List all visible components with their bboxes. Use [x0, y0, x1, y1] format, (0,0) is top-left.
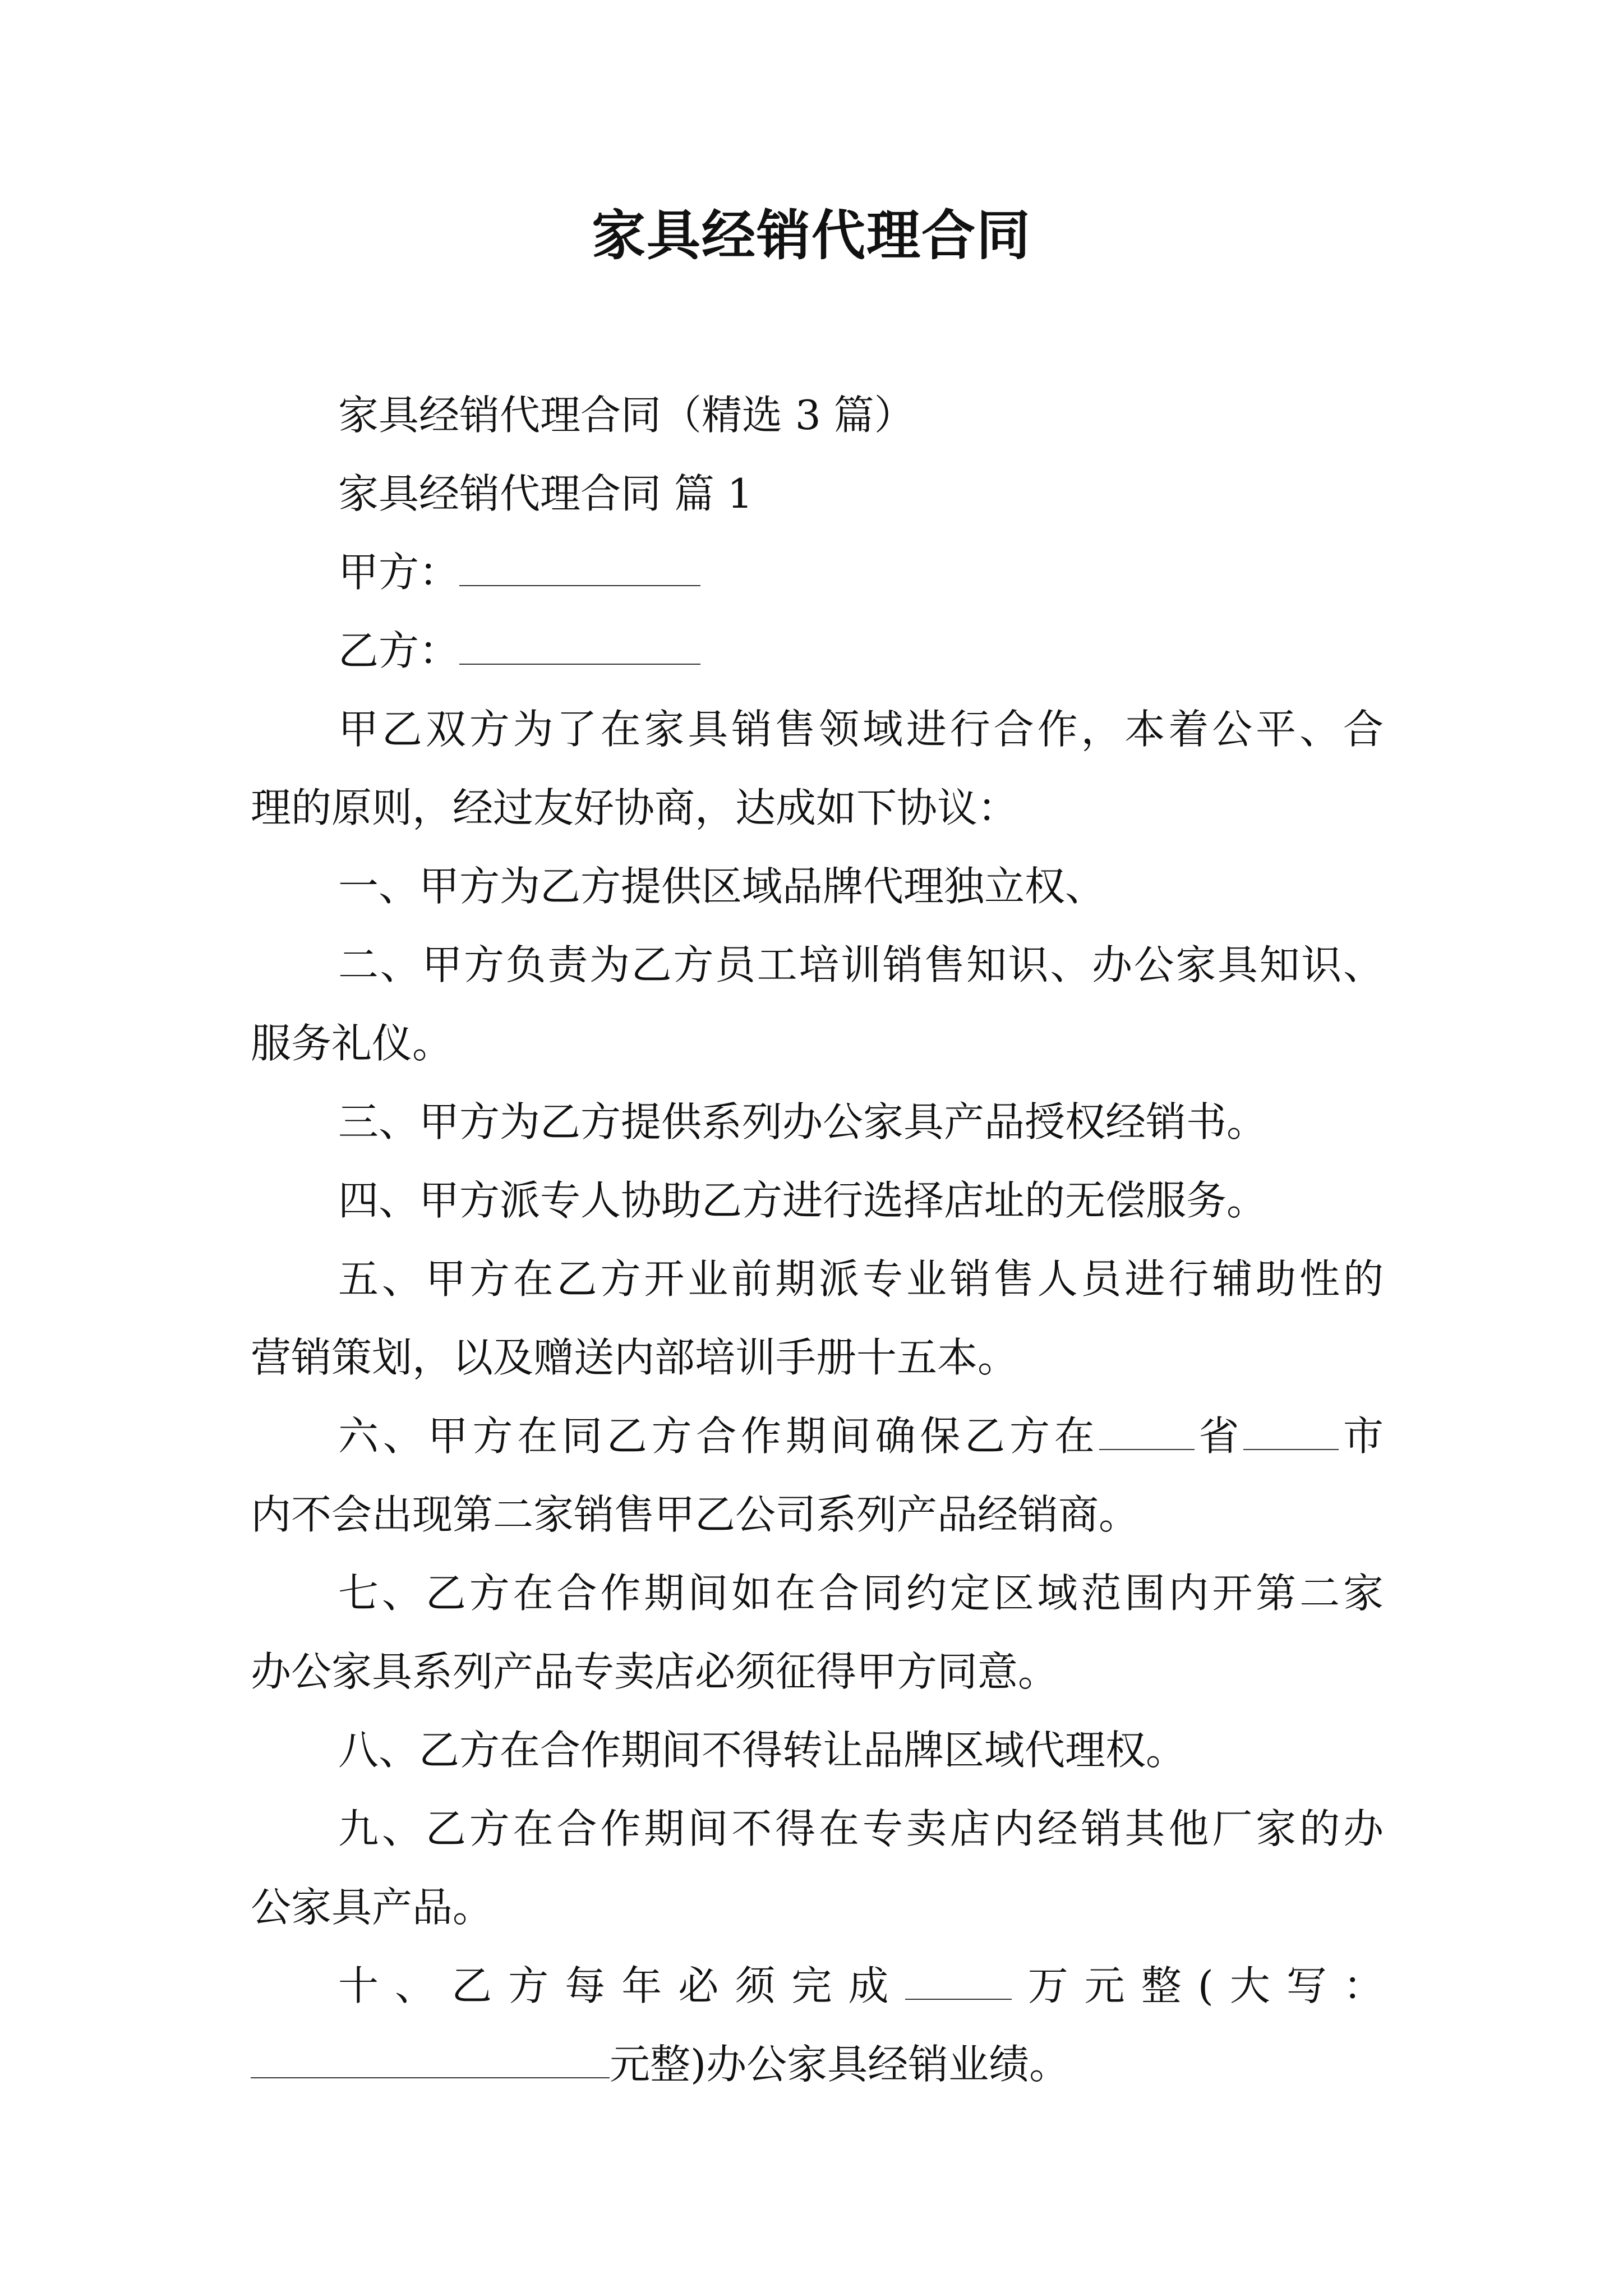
clause-2-line-1: 二、甲方负责为乙方员工培训销售知识、办公家具知识、: [338, 941, 1384, 988]
clause-3: 三、甲方为乙方提供系列办公家具产品授权经销书。: [338, 1098, 1267, 1145]
clause-2-line-2: 服务礼仪。: [251, 1020, 453, 1067]
city-blank: [1243, 1412, 1339, 1450]
clause-6-line-1: [251, 1397, 1384, 1475]
clause-7-line-2: 办公家具系列产品专卖店必须征得甲方同意。: [251, 1648, 1059, 1695]
clause-6-text-1: 六、甲方在同乙方合作期间确保乙方在: [338, 1412, 1099, 1460]
clause-5-line-1: 五、甲方在乙方开业前期派专业销售人员进行辅助性的: [338, 1255, 1384, 1303]
clause-10-text-2: 万元整(大写：: [1011, 1962, 1384, 2009]
clause-4: 四、甲方派专人协助乙方进行选择店址的无偿服务。: [338, 1177, 1267, 1224]
party-b-line: [251, 611, 1384, 690]
intro-line-2: 理的原则，经过友好协商，达成如下协议：: [251, 784, 1018, 831]
amount-blank: [905, 1962, 1012, 2000]
clause-10-text-3: 元整)办公家具经销业绩。: [610, 2041, 1070, 2088]
province-blank: [1099, 1412, 1195, 1450]
party-a-line: [251, 533, 1384, 611]
part-heading: 家具经销代理合同 篇 1: [338, 470, 753, 517]
party-b-blank: [459, 627, 700, 665]
clause-9-line-2: 公家具产品。: [251, 1884, 494, 1931]
clause-6-text-2: 省: [1194, 1412, 1244, 1460]
clause-10-line-1: [251, 1947, 1384, 2025]
clause-9-line-1: 九、乙方在合作期间不得在专卖店内经销其他厂家的办: [338, 1805, 1384, 1852]
intro-line-1: 甲乙双方为了在家具销售领域进行合作，本着公平、合: [338, 706, 1384, 753]
clause-5-line-2: 营销策划，以及赠送内部培训手册十五本。: [251, 1334, 1018, 1381]
party-a-label: 甲方：: [338, 549, 460, 596]
amount-words-blank: [251, 2040, 610, 2078]
subtitle: 家具经销代理合同（精选 3 篇）: [338, 392, 915, 439]
clause-7-line-1: 七、乙方在合作期间如在合同约定区域范围内开第二家: [338, 1570, 1384, 1617]
document-body: [251, 376, 1384, 2104]
party-b-label: 乙方：: [338, 627, 460, 674]
party-a-blank: [459, 548, 700, 586]
clause-10-text-1: 十、乙方每年必须完成: [338, 1962, 905, 2009]
clause-6-line-2: 内不会出现第二家销售甲乙公司系列产品经销商。: [251, 1491, 1140, 1538]
clause-6-text-3: 市: [1339, 1412, 1384, 1460]
clause-1: 一、甲方为乙方提供区域品牌代理独立权、: [338, 863, 1106, 910]
clause-10-line-2: [251, 2025, 1384, 2104]
clause-8: 八、乙方在合作期间不得转让品牌区域代理权。: [338, 1727, 1187, 1774]
document-title: 家具经销代理合同: [592, 204, 1031, 267]
